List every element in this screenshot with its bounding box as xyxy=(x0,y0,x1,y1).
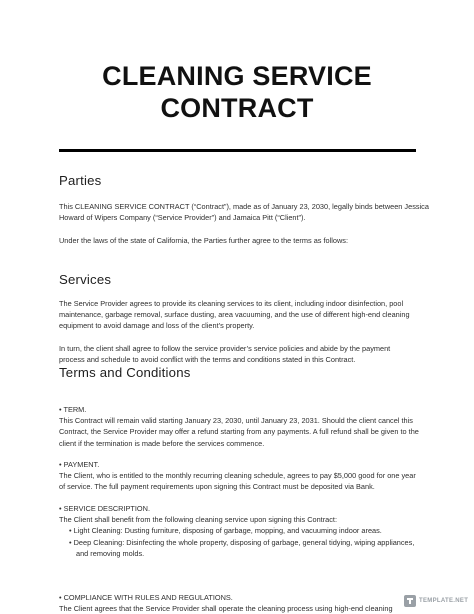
title-divider xyxy=(59,149,416,152)
services-paragraph-1: The Service Provider agrees to provide its cleaning services to its client, including indoor disinfection, pool maintenance, garbage removal, surface dusting, area vacuuming, and the use of different high-end cleaning equipment to avoid damage and loss of the client’s property. xyxy=(59,299,410,331)
service-item-light: • Light Cleaning: Dusting furniture, disposing of garbage, mopping, and vacuuming indoor areas. xyxy=(69,526,382,536)
document-title xyxy=(0,60,474,124)
service-item-deep-cont: and removing molds. xyxy=(76,548,145,558)
title-line-2: CONTRACT xyxy=(160,93,314,123)
service-item-deep: • Deep Cleaning: Disinfecting the whole property, disposing of garbage, general tidying, wiping appliances, xyxy=(69,537,415,547)
section-heading-parties: Parties xyxy=(59,173,102,188)
parties-paragraph-1: This CLEANING SERVICE CONTRACT (“Contract”), made as of January 23, 2030, legally binds between Jessica Howard of Wipers Company (“Service Provider”) and Jamaica Pitt (“Client”). xyxy=(59,202,429,223)
compliance-clause: • COMPLIANCE WITH RULES AND REGULATIONS. The Client agrees that the Service Provider shall operate the cleaning process using high-end cleaning xyxy=(59,593,393,614)
title-line-1: CLEANING SERVICE xyxy=(102,61,372,91)
services-paragraph-2: In turn, the client shall agree to follow the service provider’s service policies and abide by the payment process and schedule to avoid conflict with the terms and conditions stated in this Contract. xyxy=(59,344,391,365)
template-logo xyxy=(404,595,468,607)
parties-paragraph-2: Under the laws of the state of California, the Parties further agree to the terms as follows: xyxy=(59,236,348,245)
service-description-clause: • SERVICE DESCRIPTION. The Client shall benefit from the following cleaning service upon signing this Contract: • Light Cleaning: Dusting furniture, disposing of garbage, mopping, and vacuuming indoor areas. • Deep Cleaning: Disinfecting the whole property, disposing of garbage, general tidying, wiping appliances, and removing molds. xyxy=(59,503,421,559)
section-heading-services: Services xyxy=(59,272,112,287)
term-clause: • TERM. This Contract will remain valid starting January 23, 2030, until January 23, 2031. Should the client cancel this Contract, the Service Provider may offer a refund starting from any payments. A full refund shall be given to the client if the termination is made before the services commence. xyxy=(59,405,419,448)
template-logo-icon xyxy=(404,595,416,607)
payment-clause: • PAYMENT. The Client, who is entitled to the monthly recurring cleaning schedule, agrees to pay $5,000 good for one year of service. The full payment requirements upon signing this Contract must be deposited via Bank. xyxy=(59,460,416,492)
template-logo-text: TEMPLATE.NET xyxy=(419,598,469,604)
section-heading-terms: Terms and Conditions xyxy=(59,365,191,380)
